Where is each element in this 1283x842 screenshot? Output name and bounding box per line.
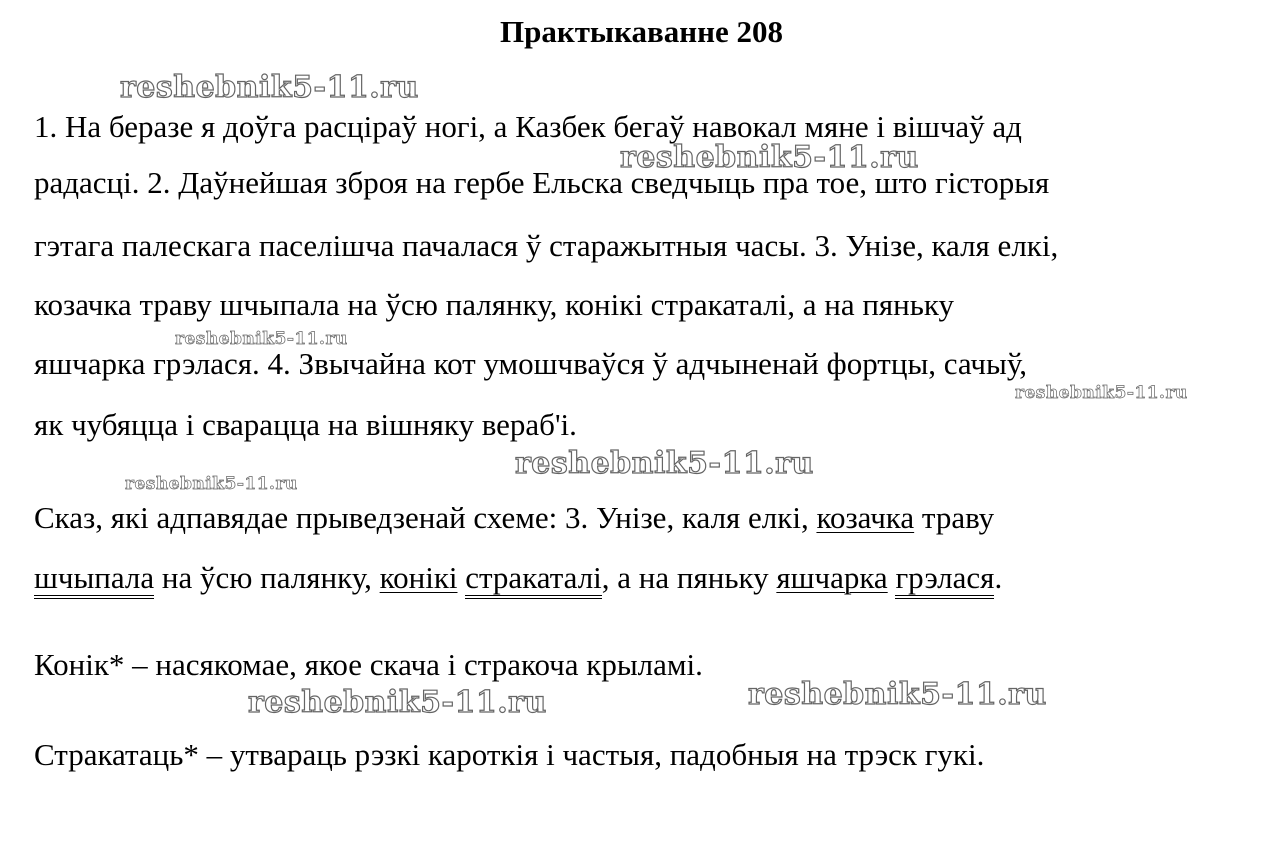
word-a-na-pianku: , а на пяньку: [601, 560, 769, 595]
text-line-4: козачка траву шчыпала на ўсю палянку, конікі стракаталі, а на пяньку: [34, 287, 955, 322]
predicate-hrelasia: грэлася: [895, 560, 994, 599]
text-line-3: гэтага палескага паселішча пачалася ў старажытныя часы. 3. Унізе, каля елкі,: [34, 228, 1059, 263]
watermark: reshebnik5-11.ru: [515, 446, 814, 481]
page-title: Практыкаванне 208: [499, 14, 783, 49]
note-strakatac: Стракатаць* – утвараць рэзкі кароткія і частыя, падобныя на трэск гукі.: [34, 737, 985, 772]
watermark: reshebnik5-11.ru: [620, 140, 919, 175]
subject-kozachka: козачка: [816, 500, 915, 535]
watermark: reshebnik5-11.ru: [248, 685, 547, 720]
scheme-line-1: [34, 498, 994, 538]
text-line-6: як чубяцца і сварацца на вішняку вераб'і.: [34, 407, 577, 442]
text-line-1: 1. На беразе я доўга расціраў ногі, а Казбек бегаў навокал мяне і вішчаў ад: [34, 109, 1022, 144]
watermark: reshebnik5-11.ru: [120, 70, 419, 105]
watermark: reshebnik5-11.ru: [125, 474, 298, 494]
scheme-line-2: [34, 558, 1002, 598]
subject-koniki: конікі: [379, 560, 458, 595]
text-line-2: радасці. 2. Даўнейшая зброя на гербе Ельска сведчыць пра тое, што гісторыя: [34, 165, 1050, 200]
predicate-shchypala: шчыпала: [34, 560, 154, 599]
watermark: reshebnik5-11.ru: [175, 329, 348, 349]
watermark: reshebnik5-11.ru: [748, 677, 1047, 712]
word-trava: траву: [921, 500, 995, 535]
watermark: reshebnik5-11.ru: [1015, 383, 1188, 403]
subject-yashcharka: яшчарка: [776, 560, 888, 595]
note-konik: Конік* – насякомае, якое скача і стракоча крыламі.: [34, 647, 703, 682]
scheme-prefix: Сказ, які адпавядае прыведзенай схеме: 3. Унізе, каля елкі,: [34, 500, 809, 535]
text-line-5: яшчарка грэлася. 4. Звычайна кот умошчваўся ў адчыненай фортцы, сачыў,: [34, 346, 1027, 381]
predicate-strakatali: стракаталі: [465, 560, 602, 599]
word-na-palianku: на ўсю палянку,: [161, 560, 372, 595]
period: .: [994, 560, 1003, 595]
